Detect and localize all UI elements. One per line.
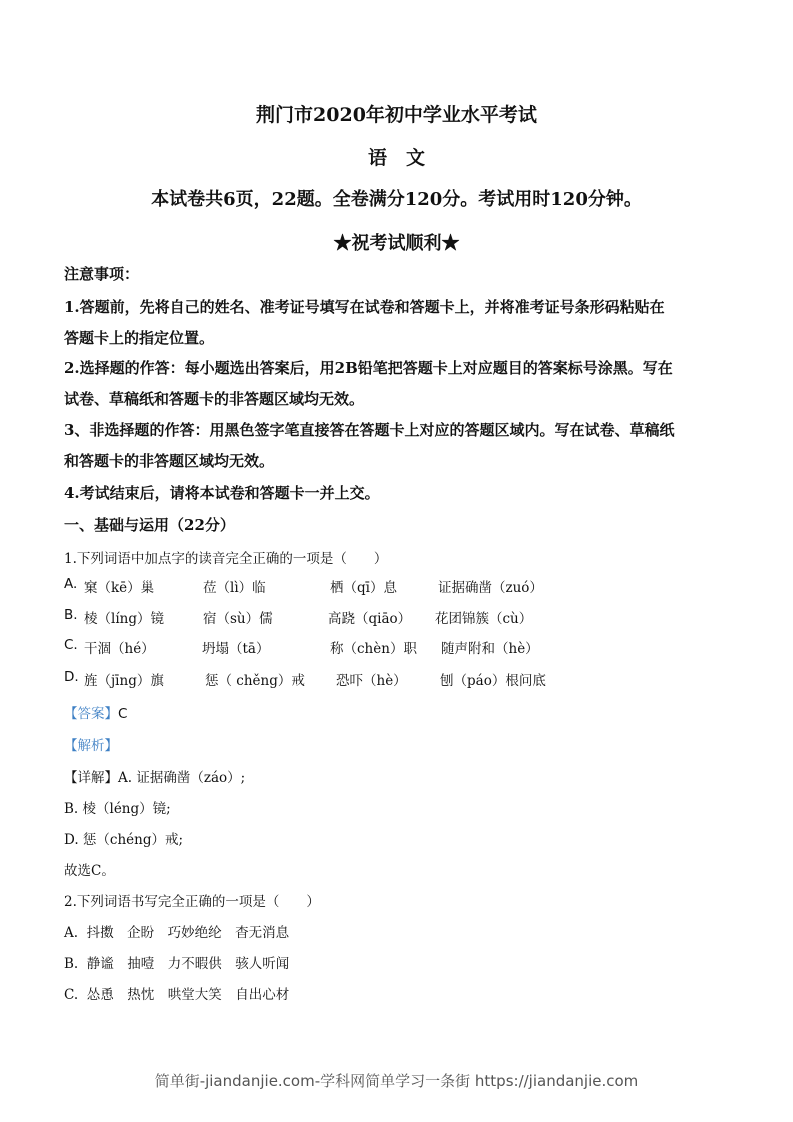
detail-line: D. 惩（chéng）戒;: [64, 832, 184, 848]
option-item: 棱（líng）镜: [84, 611, 164, 627]
option-item: 坍塌（tā）: [202, 641, 270, 657]
wish-line: ★祝考试顺利★: [333, 233, 460, 254]
option-item: 称（chèn）职: [330, 641, 417, 657]
question-2-stem: 2.下列词语书写完全正确的一项是（ ）: [64, 894, 320, 910]
detail-line: B. 棱（léng）镜;: [64, 801, 171, 817]
option-letter: C.: [64, 637, 78, 653]
option-item: 栖（qī）息: [330, 580, 397, 596]
question-2-option: B. 静谧 抽噎 力不暇供 骇人听闻: [64, 956, 290, 972]
answer-label: 【答案】: [64, 706, 118, 722]
option-item: 刨（páo）根问底: [440, 673, 546, 689]
option-letter: A.: [64, 576, 78, 592]
note-line: 和答题卡的非答题区域均无效。: [64, 452, 275, 470]
note-line: 答题卡上的指定位置。: [64, 329, 215, 347]
page-footer: 简单街-jiandanjie.com-学科网简单学习一条街 https://jiandanjie.com: [154, 1072, 639, 1090]
option-item: 随声附和（hè）: [441, 641, 539, 657]
exam-title: 荆门市2020年初中学业水平考试: [256, 104, 537, 126]
option-item: 旌（jīng）旗: [84, 673, 164, 689]
answer-line: [64, 702, 127, 722]
option-item: 窠（kē）巢: [84, 580, 155, 596]
option-item: 证据确凿（zuó）: [438, 580, 543, 596]
option-item: 莅（lì）临: [203, 580, 266, 596]
option-item: 恐吓（hè）: [336, 673, 407, 689]
option-item: 高跷（qiāo）: [328, 611, 412, 627]
option-item: 干涸（hé）: [84, 641, 155, 657]
option-item: 惩（ chěng）戒: [205, 673, 305, 689]
note-line: 3、非选择题的作答：用黑色签字笔直接答在答题卡上对应的答题区域内。写在试卷、草稿纸: [64, 421, 675, 439]
question-1-stem: 1.下列词语中加点字的读音完全正确的一项是（ ）: [64, 551, 388, 567]
option-item: 宿（sù）儒: [203, 611, 273, 627]
note-line: 2.选择题的作答：每小题选出答案后，用2B铅笔把答题卡上对应题目的答案标号涂黑。写在: [64, 359, 673, 377]
note-line: 试卷、草稿纸和答题卡的非答题区域均无效。: [64, 390, 365, 408]
question-2-option: A. 抖擞 企盼 巧妙绝纶 杳无消息: [64, 925, 290, 941]
note-line: 1.答题前，先将自己的姓名、准考证号填写在试卷和答题卡上，并将准考证号条形码粘贴在: [64, 298, 665, 316]
detail-line: 故选C。: [64, 863, 115, 879]
question-2-option: C. 怂恿 热忱 哄堂大笑 自出心材: [64, 987, 290, 1003]
answer-value: C: [118, 706, 128, 722]
option-letter: B.: [64, 607, 78, 623]
section-heading: 一、基础与运用（22分）: [64, 516, 235, 534]
notes-heading: 注意事项：: [64, 265, 140, 283]
option-letter: D.: [64, 669, 79, 685]
option-item: 花团锦簇（cù）: [435, 611, 533, 627]
detail-line: 【详解】A. 证据确凿（záo）;: [64, 770, 246, 786]
analysis-label: 【解析】: [64, 738, 118, 754]
subject-title: 语 文: [367, 147, 425, 169]
note-line: 4.考试结束后，请将本试卷和答题卡一并上交。: [64, 484, 380, 502]
exam-info: 本试卷共6页，22题。全卷满分120分。考试用时120分钟。: [151, 189, 642, 210]
